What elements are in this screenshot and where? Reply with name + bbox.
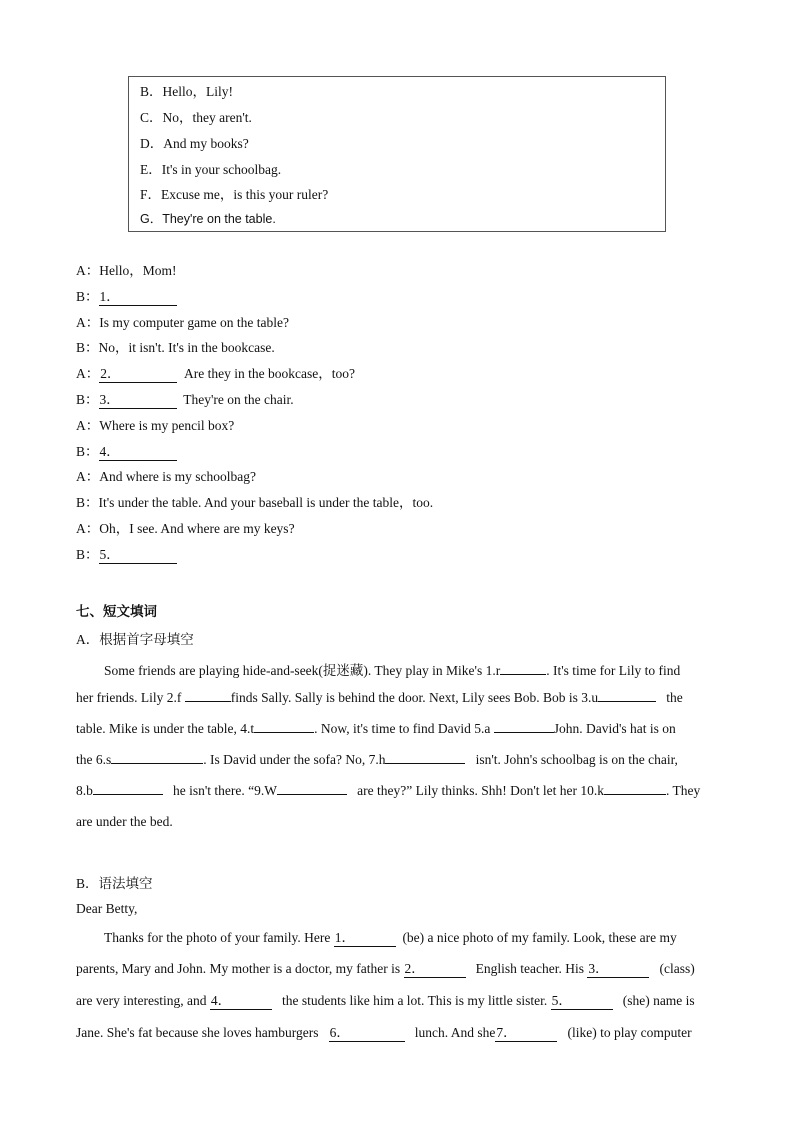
answer-blank-5[interactable]: 5． — [99, 548, 177, 564]
option-f: F．Excuse me，is this your ruler? — [140, 187, 329, 202]
dialogue-line-11: A：Oh，I see. And where are my keys? — [76, 521, 295, 536]
dialogue-line-8: B：4． — [76, 440, 177, 461]
part-a-line-4: the 6.s . Is David under the sofa? No, 7.h isn't. John's schoolbag is on the chair, — [76, 752, 678, 767]
gap-1[interactable] — [500, 663, 546, 675]
part-b-title: B．语法填空 — [76, 876, 153, 891]
answer-blank-2[interactable]: 2． — [99, 367, 177, 383]
gap-8[interactable] — [93, 783, 163, 795]
answer-blank-1[interactable]: 1． — [99, 290, 177, 306]
grammar-blank-3[interactable]: 3． — [587, 962, 649, 978]
option-c: C．No，they aren't. — [140, 110, 252, 125]
dialogue-line-1: A：Hello，Mom! — [76, 263, 177, 278]
option-g: G．They're on the table. — [140, 212, 276, 226]
part-a-title: A．根据首字母填空 — [76, 632, 194, 647]
options-box — [128, 76, 666, 232]
part-b-line-2: parents, Mary and John. My mother is a doctor, my father is 2． English teacher. His 3． (class) — [76, 961, 695, 976]
grammar-blank-7[interactable]: 7． — [495, 1026, 557, 1042]
grammar-blank-4[interactable]: 4． — [210, 994, 272, 1010]
gap-3[interactable] — [598, 690, 656, 702]
gap-2[interactable] — [185, 690, 231, 702]
gap-7[interactable] — [385, 752, 465, 764]
dialogue-line-5: A：2． Are they in the bookcase，too? — [76, 366, 355, 381]
letter-greeting: Dear Betty, — [76, 901, 138, 916]
grammar-blank-1[interactable]: 1． — [334, 931, 396, 947]
section-heading: 七、短文填词 — [76, 604, 157, 619]
option-e: E．It's in your schoolbag. — [140, 162, 282, 177]
part-a-line-5: 8.b he isn't there. “9.W are they?” Lily thinks. Shh! Don't let her 10.k . They — [76, 783, 701, 798]
answer-blank-3[interactable]: 3． — [99, 393, 177, 409]
answer-blank-4[interactable]: 4． — [99, 445, 177, 461]
dialogue-line-2: B：1． — [76, 285, 177, 306]
dialogue-line-3: A：Is my computer game on the table? — [76, 315, 289, 330]
dialogue-line-12: B：5． — [76, 543, 177, 564]
option-d: D．And my books? — [140, 136, 249, 151]
part-b-line-4: Jane. She's fat because she loves hamburgers 6． lunch. And she7． (like) to play computer — [76, 1025, 692, 1040]
grammar-blank-6[interactable]: 6． — [329, 1026, 405, 1042]
dialogue-line-6: B：3． They're on the chair. — [76, 392, 294, 407]
grammar-blank-2[interactable]: 2． — [404, 962, 466, 978]
grammar-blank-5[interactable]: 5． — [551, 994, 613, 1010]
part-a-line-6: are under the bed. — [76, 814, 173, 829]
gap-4[interactable] — [254, 721, 314, 733]
dialogue-line-4: B：No，it isn't. It's in the bookcase. — [76, 340, 275, 355]
gap-9[interactable] — [277, 783, 347, 795]
part-b-line-1: Thanks for the photo of your family. Here 1． (be) a nice photo of my family. Look, these are my — [104, 930, 677, 945]
gap-6[interactable] — [111, 752, 203, 764]
gap-10[interactable] — [604, 783, 666, 795]
part-a-line-2: her friends. Lily 2.f finds Sally. Sally is behind the door. Next, Lily sees Bob. Bob is 3.u the — [76, 690, 683, 705]
part-a-line-1: Some friends are playing hide-and-seek(捉迷藏). They play in Mike's 1.r . It's time for Lily to find — [104, 663, 681, 678]
gap-5[interactable] — [494, 721, 554, 733]
dialogue-line-7: A：Where is my pencil box? — [76, 418, 235, 433]
part-b-line-3: are very interesting, and 4． the students like him a lot. This is my little sister. 5． (she) name is — [76, 993, 695, 1008]
option-b: B．Hello，Lily! — [140, 84, 233, 99]
dialogue-line-10: B：It's under the table. And your baseball is under the table，too. — [76, 495, 434, 510]
dialogue-line-9: A：And where is my schoolbag? — [76, 469, 256, 484]
part-a-line-3: table. Mike is under the table, 4.t . Now, it's time to find David 5.a John. David's hat is on — [76, 721, 676, 736]
